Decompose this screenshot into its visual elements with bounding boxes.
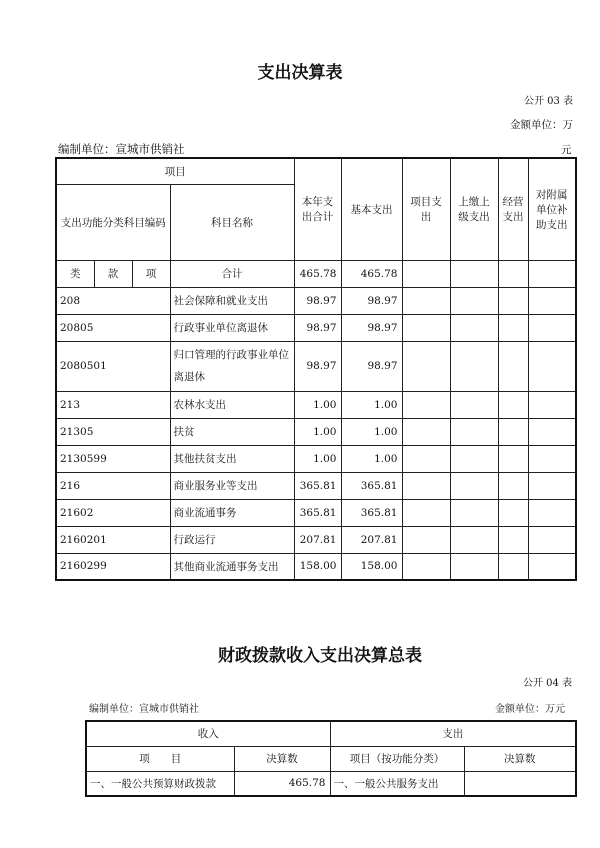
row-total: 207.81 [294, 526, 341, 553]
row-total: 1.00 [294, 391, 341, 418]
header-subject: 科目名称 [170, 184, 294, 260]
row-name: 其他商业流通事务支出 [170, 553, 294, 580]
header-lei: 类 [56, 260, 94, 287]
expense-item: 一、一般公共服务支出 [330, 771, 464, 796]
amount-unit-2: 金额单位：万元 [495, 704, 565, 715]
doc-number: 公开 03 表 [524, 96, 574, 107]
header-income: 收入 [86, 721, 330, 746]
sum-row [56, 260, 576, 287]
row-total: 365.81 [294, 499, 341, 526]
expenditure-table [55, 157, 577, 581]
compiling-org: 编制单位：宣城市供销社 [58, 142, 185, 156]
header-xiang: 项 [132, 260, 170, 287]
row-basic: 1.00 [341, 391, 402, 418]
amount-unit: 金额单位：万 [510, 119, 573, 131]
header-item: 项 目 [86, 746, 234, 771]
row-name: 其他扶贫支出 [170, 445, 294, 472]
header-total: 本年支出合计 [294, 158, 341, 260]
table-row [56, 391, 576, 418]
table-row [56, 445, 576, 472]
sum-total: 465.78 [294, 260, 341, 287]
header-code: 支出功能分类科目编码 [56, 184, 170, 260]
row-code: 2130599 [56, 445, 170, 472]
row-code: 20805 [56, 314, 170, 341]
header-affiliate: 对附属单位补助支出 [528, 158, 576, 260]
sum-label: 合计 [170, 260, 294, 287]
row-code: 208 [56, 287, 170, 314]
row-code: 21305 [56, 418, 170, 445]
row-total: 98.97 [294, 341, 341, 391]
row-basic: 207.81 [341, 526, 402, 553]
row-code: 216 [56, 472, 170, 499]
header-basic: 基本支出 [341, 158, 402, 260]
row-basic: 365.81 [341, 472, 402, 499]
row-basic: 365.81 [341, 499, 402, 526]
doc-number-2: 公开 04 表 [523, 678, 573, 689]
header-upper-remit: 上缴上级支出 [450, 158, 498, 260]
sum-basic: 465.78 [341, 260, 402, 287]
row-name: 行政运行 [170, 526, 294, 553]
table-row [86, 771, 576, 796]
row-basic: 1.00 [341, 418, 402, 445]
income-amount: 465.78 [234, 771, 330, 796]
row-total: 365.81 [294, 472, 341, 499]
expense-amount [464, 771, 576, 796]
row-total: 158.00 [294, 553, 341, 580]
row-total: 98.97 [294, 314, 341, 341]
table-row [56, 526, 576, 553]
row-total: 98.97 [294, 287, 341, 314]
row-total: 1.00 [294, 445, 341, 472]
row-name: 商业流通事务 [170, 499, 294, 526]
table-row [56, 314, 576, 341]
table-row [56, 341, 576, 391]
compiling-org-2: 编制单位：宣城市供销社 [89, 704, 199, 715]
table-row [56, 418, 576, 445]
row-name: 归口管理的行政事业单位离退休 [170, 341, 294, 391]
header-project: 项目 [56, 158, 294, 184]
row-name: 扶贫 [170, 418, 294, 445]
table-row [56, 287, 576, 314]
row-basic: 98.97 [341, 287, 402, 314]
row-code: 21602 [56, 499, 170, 526]
table-row [56, 553, 576, 580]
row-basic: 98.97 [341, 341, 402, 391]
row-basic: 1.00 [341, 445, 402, 472]
header-item-func: 项目（按功能分类） [330, 746, 464, 771]
header-amount-2: 决算数 [464, 746, 576, 771]
row-code: 213 [56, 391, 170, 418]
table-row [56, 499, 576, 526]
header-kuan: 款 [94, 260, 132, 287]
header-business: 经营支出 [498, 158, 528, 260]
income-item: 一、一般公共预算财政拨款 [86, 771, 234, 796]
row-name: 商业服务业等支出 [170, 472, 294, 499]
row-name: 社会保障和就业支出 [170, 287, 294, 314]
section-title: 财政拨款收入支出决算总表 [218, 646, 422, 666]
row-basic: 98.97 [341, 314, 402, 341]
page-title: 支出决算表 [257, 63, 343, 83]
amount-unit-tail: 元 [561, 144, 572, 156]
fiscal-summary-table [85, 720, 577, 797]
row-code: 2160299 [56, 553, 170, 580]
header-project-expense: 项目支出 [402, 158, 450, 260]
row-name: 行政事业单位离退休 [170, 314, 294, 341]
table-row [56, 472, 576, 499]
row-code: 2160201 [56, 526, 170, 553]
row-basic: 158.00 [341, 553, 402, 580]
row-total: 1.00 [294, 418, 341, 445]
row-name: 农林水支出 [170, 391, 294, 418]
row-code: 2080501 [56, 341, 170, 391]
header-expense: 支出 [330, 721, 576, 746]
header-amount: 决算数 [234, 746, 330, 771]
